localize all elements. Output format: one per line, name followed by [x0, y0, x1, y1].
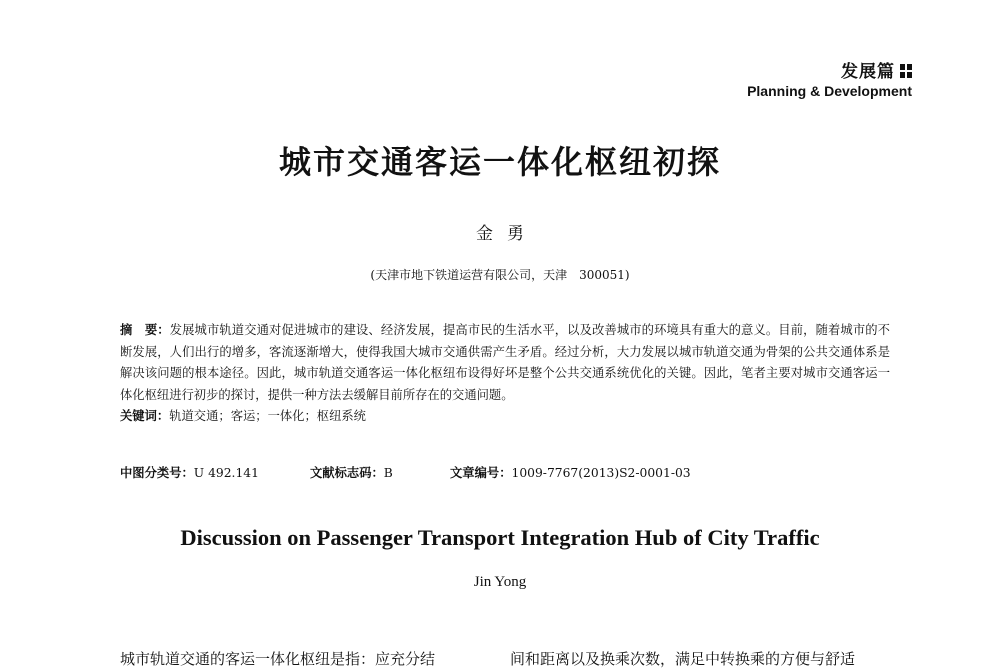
article-number-label: 文章编号： [450, 466, 512, 480]
section-mark-icon [900, 64, 912, 78]
abstract-text: 发展城市轨道交通对促进城市的建设、经济发展，提高市民的生活水平，以及改善城市的环境具有重大的意义。目前，随着城市的不断发展，人们出行的增多，客流逐渐增大，使得我国大城市交通供需产生矛盾。经过分析，大力发展以城市轨道交通为骨架的公共交通体系是解决该问题的根本途径。因此，城市轨道交通客运一体化枢纽布设得好坏是整个公共交通系统优化的关键。因此，笔者主要对城市交通客运一体化枢纽进行初步的探讨，提供一种方法去缓解目前所存在的交通问题。 [120, 323, 890, 402]
abstract [120, 320, 890, 428]
author-affiliation: (天津市地下铁道运营有限公司，天津 300051) [370, 268, 630, 282]
section-header-en: Planning & Development [747, 83, 912, 99]
paper-title-cn: 城市交通客运一体化枢纽初探 [278, 143, 721, 181]
author-name-en: Jin Yong [473, 574, 527, 590]
body-text-left-column: 城市轨道交通的客运一体化枢纽是指：应充分结 [120, 650, 436, 668]
section-title-cn: 发展篇 [841, 62, 895, 82]
article-number-value: 1009-7767(2013)S2-0001-03 [511, 466, 691, 480]
keywords [120, 406, 890, 428]
author-name-cn: 金勇 [476, 224, 538, 244]
body-text-right-column: 间和距离以及换乘次数，满足中转换乘的方便与舒适 [510, 650, 856, 668]
document-code [310, 464, 450, 482]
abstract-label: 摘 要： [120, 323, 170, 337]
document-code-value: B [383, 466, 393, 480]
keywords-label: 关键词： [120, 409, 170, 423]
paper-title-en: Discussion on Passenger Transport Integration Hub of City Traffic [180, 525, 820, 550]
clc-number [120, 464, 310, 482]
document-code-label: 文献标志码： [310, 466, 384, 480]
article-number [450, 464, 691, 482]
clc-label: 中图分类号： [120, 466, 194, 480]
classification-row [120, 464, 890, 482]
clc-value: U 492.141 [193, 466, 259, 480]
section-header-cn [747, 62, 912, 82]
section-header [747, 62, 912, 99]
keywords-text: 轨道交通；客运；一体化；枢纽系统 [169, 409, 366, 423]
